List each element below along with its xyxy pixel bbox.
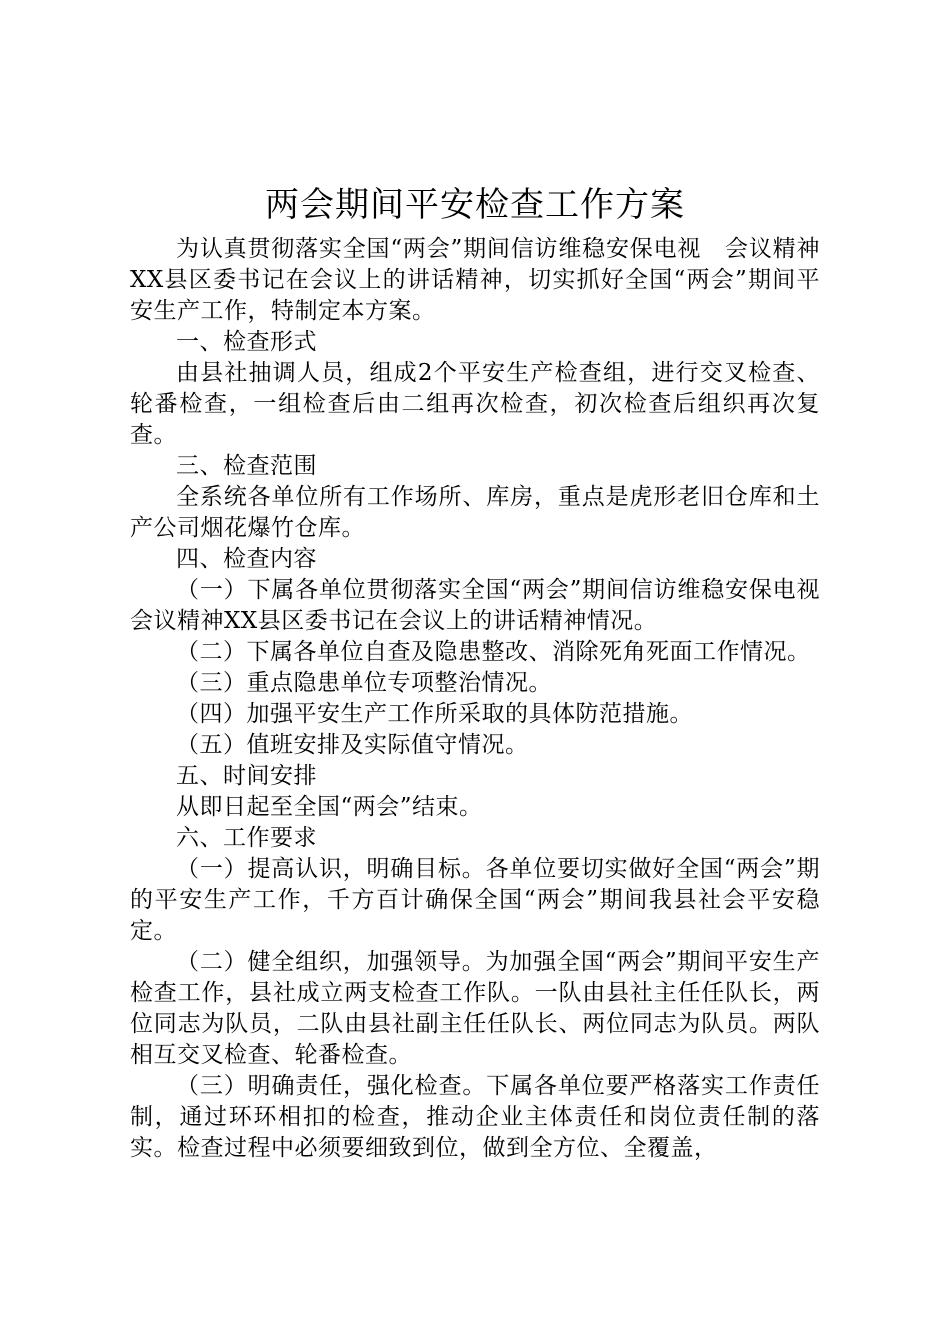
content-item-5: （五）值班安排及实际值守情况。 (176, 732, 529, 758)
content-item-3: （三）重点隐患单位专项整治情况。 (176, 670, 552, 696)
requirement-item-2: （二）健全组织，加强领导。为加强全国“两会”期间平安生产检查工作，县社成立两支检查工作队。一队由县社主任任队长，两位同志为队员，二队由县社副主任任队长、两位同志为队员。两队相互交叉检查、轮番检查。 (130, 949, 820, 1068)
content-item-4: （四）加强平安生产工作所采取的具体防范措施。 (176, 701, 693, 727)
paragraph-schedule: 从即日起至全国“两会”结束。 (176, 794, 483, 820)
content-item-1: （一）下属各单位贯彻落实全国“两会”期间信访维稳安保电视 会议精神XX县区委书记在会议上的讲话精神情况。 (130, 577, 844, 634)
content-item-2: （二）下属各单位自查及隐患整改、消除死角死面工作情况。 (176, 639, 811, 665)
requirement-item-1: （一）提高认识，明确目标。各单位要切实做好全国“两会”期的平安生产工作，千方百计确保全国“两会”期间我县社会平安稳定。 (130, 856, 820, 944)
document-title: 两会期间平安检查工作方案 (265, 185, 685, 225)
section-heading-content: 四、检查内容 (176, 546, 317, 572)
section-heading-scope: 三、检查范围 (176, 453, 317, 479)
section-heading-requirements: 六、工作要求 (176, 825, 317, 851)
paragraph-form: 由县社抽调人员，组成2个平安生产检查组，进行交叉检查、轮番检查，一组检查后由二组再次检查，初次检查后组织再次复查。 (130, 360, 820, 448)
section-heading-form: 一、检查形式 (176, 329, 317, 355)
section-heading-schedule: 五、时间安排 (176, 763, 317, 789)
paragraph-scope: 全系统各单位所有工作场所、库房，重点是虎形老旧仓库和土产公司烟花爆竹仓库。 (130, 484, 820, 541)
intro-paragraph: 为认真贯彻落实全国“两会”期间信访维稳安保电视 会议精神XX县区委书记在会议上的讲话精神，切实抓好全国“两会”期间平安生产工作，特制定本方案。 (130, 236, 820, 324)
requirement-item-3: （三）明确责任，强化检查。下属各单位要严格落实工作责任制，通过环环相扣的检查，推动企业主体责任和岗位责任制的落实。检查过程中必须要细致到位，做到全方位、全覆盖， (130, 1073, 820, 1161)
document-page (130, 180, 844, 1164)
